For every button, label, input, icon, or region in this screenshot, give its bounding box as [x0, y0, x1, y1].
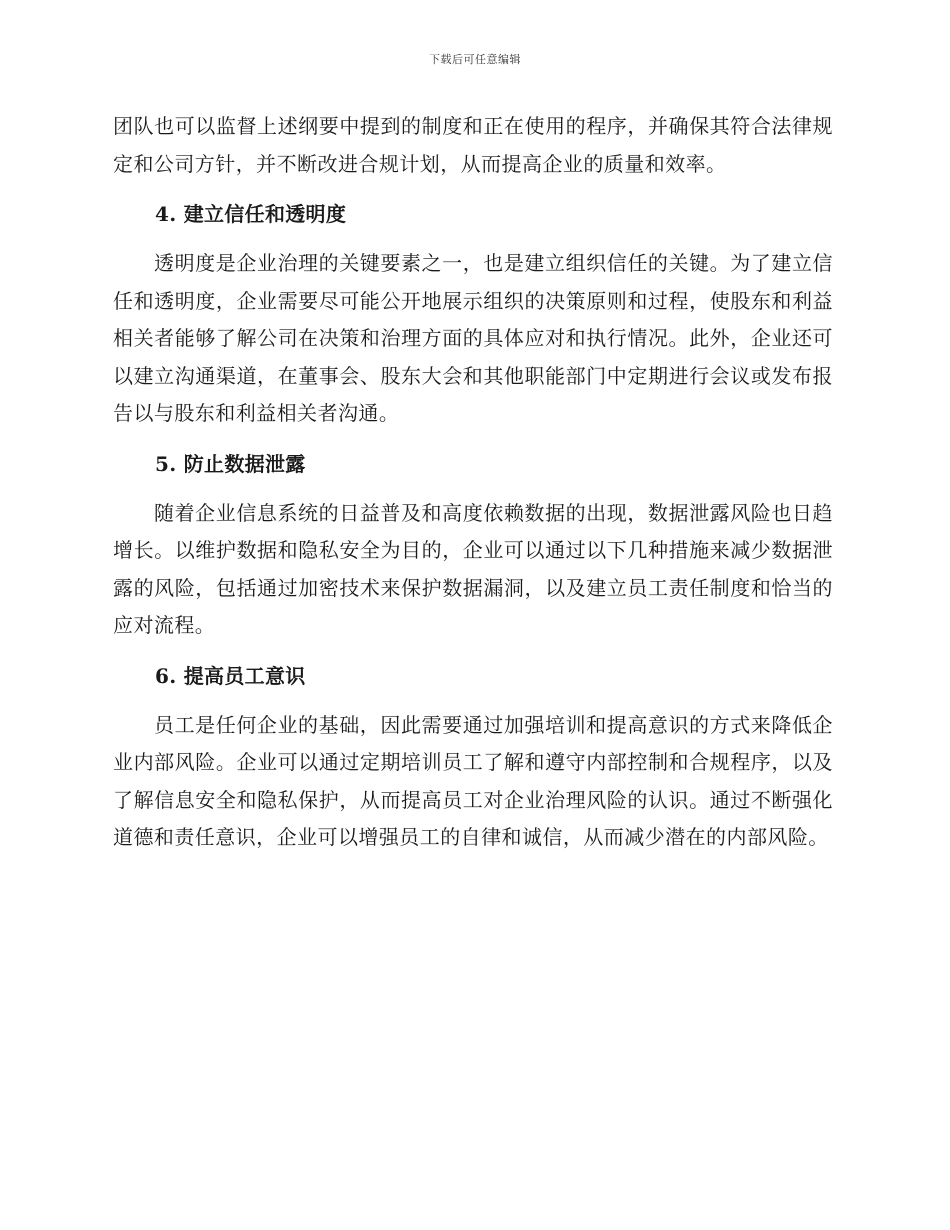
section-heading-employee-awareness: 6. 提高员工意识 — [155, 663, 306, 688]
section-heading-data-leak: 5. 防止数据泄露 — [155, 451, 306, 476]
section-body-trust-transparency: 透明度是企业治理的关键要素之一，也是建立组织信任的关键。为了建立信任和透明度，企业需要尽可能公开地展示组织的决策原则和过程，使股东和利益相关者能够了解公司在决策和治理方面的具体应对和执行情况。此外，企业还可以建立沟通渠道，在董事会、股东大会和其他职能部门中定期进行会议或发布报告以与股东和利益相关者沟通。 — [113, 251, 833, 425]
intro-paragraph: 团队也可以监督上述纲要中提到的制度和正在使用的程序，并确保其符合法律规定和公司方针，并不断改进合规计划，从而提高企业的质量和效率。 — [113, 114, 833, 176]
document-body — [113, 108, 833, 857]
section-body-employee-awareness: 员工是任何企业的基础，因此需要通过加强培训和提高意识的方式来降低企业内部风险。企业可以通过定期培训员工了解和遵守内部控制和合规程序，以及了解信息安全和隐私保护，从而提高员工对企业治理风险的认识。通过不断强化道德和责任意识，企业可以增强员工的自律和诚信，从而减少潜在的内部风险。 — [113, 712, 833, 849]
section-heading-trust-transparency: 4. 建立信任和透明度 — [155, 202, 347, 226]
section-body-data-leak: 随着企业信息系统的日益普及和高度依赖数据的出现，数据泄露风险也日趋增长。以维护数据和隐私安全为目的，企业可以通过以下几种措施来减少数据泄露的风险，包括通过加密技术来保护数据漏洞，以及建立员工责任制度和恰当的应对流程。 — [113, 500, 833, 637]
page-header: 下载后可任意编辑 — [429, 53, 521, 66]
